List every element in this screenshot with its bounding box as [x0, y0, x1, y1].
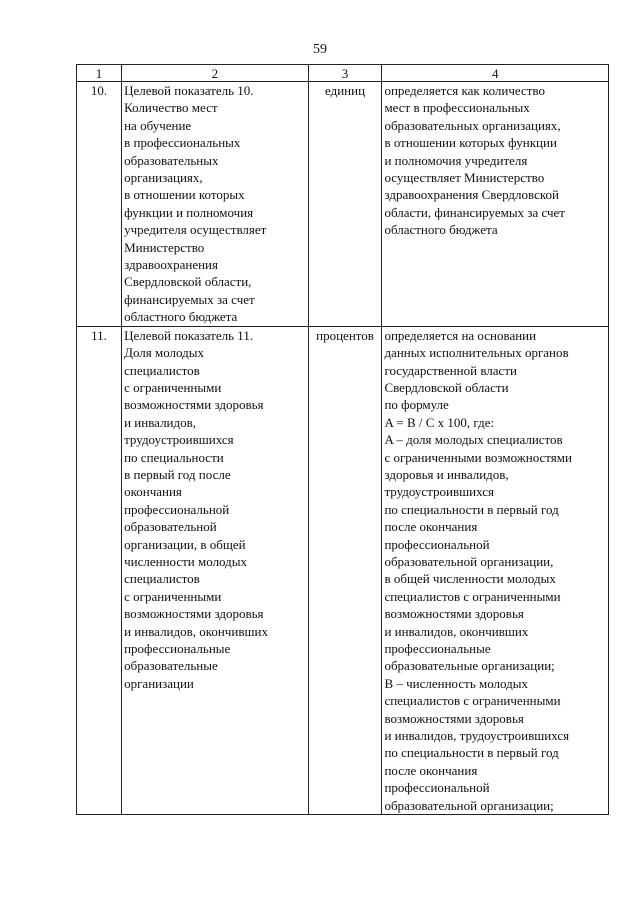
- row-number: 11.: [77, 326, 122, 814]
- method-line: после окончания: [384, 519, 478, 535]
- method-line: по специальности в первый год: [384, 745, 559, 761]
- header-row: [77, 65, 609, 82]
- indicator-line: с ограниченными: [124, 379, 222, 395]
- method-line: определяется на основании: [384, 327, 537, 343]
- method-line: и инвалидов, окончивших: [384, 623, 529, 639]
- method-line: государственной власти: [384, 362, 517, 378]
- indicator-line: учредителя осуществляет: [124, 222, 267, 238]
- header-col-1: 1: [77, 65, 122, 82]
- method-line: здравоохранения Свердловской: [384, 187, 559, 203]
- method-line: трудоустроившихся: [384, 484, 494, 500]
- method-line: данных исполнительных органов: [384, 345, 569, 361]
- header-col-4: 4: [382, 65, 609, 82]
- method-line: B – численность молодых: [384, 675, 529, 691]
- method-line: Свердловской области: [384, 379, 509, 395]
- indicator-line: окончания: [124, 484, 182, 500]
- indicator-cell: [122, 82, 309, 327]
- method-line: A – доля молодых специалистов: [384, 432, 563, 448]
- indicator-line: возможностями здоровья: [124, 397, 264, 413]
- method-line: с ограниченными возможностями: [384, 449, 572, 465]
- indicator-line: на обучение: [124, 117, 192, 133]
- header-col-3: 3: [308, 65, 382, 82]
- table-row: [77, 82, 609, 327]
- indicator-line: трудоустроившихся: [124, 432, 234, 448]
- method-line: A = B / C x 100, где:: [384, 414, 495, 430]
- method-line: профессиональной: [384, 780, 490, 796]
- method-line: области, финансируемых за счет: [384, 204, 565, 220]
- indicator-line: образовательных: [124, 152, 219, 168]
- indicators-table: [76, 64, 609, 815]
- indicator-line: по специальности: [124, 449, 224, 465]
- indicator-line: возможностями здоровья: [124, 606, 264, 622]
- indicator-line: Количество мест: [124, 100, 218, 116]
- indicator-line: функции и полномочия: [124, 204, 254, 220]
- indicator-line: профессиональные: [124, 641, 231, 656]
- method-line: возможностями здоровья: [384, 606, 524, 622]
- indicator-line: специалистов: [124, 571, 200, 587]
- method-cell: [382, 82, 609, 327]
- indicator-line: организации: [124, 675, 194, 691]
- indicator-line: образовательные: [124, 658, 218, 674]
- indicator-line: с ограниченными: [124, 588, 222, 604]
- method-line: осуществляет Министерство: [384, 170, 545, 186]
- indicator-line: образовательной: [124, 519, 217, 535]
- indicator-line: в первый год после: [124, 466, 231, 482]
- indicator-line: Целевой показатель 10.: [124, 83, 254, 98]
- method-line: образовательной организации,: [384, 553, 554, 569]
- page-number: 59: [313, 42, 327, 57]
- method-line: после окончания: [384, 762, 478, 778]
- method-line: возможностями здоровья: [384, 710, 524, 726]
- method-cell: [382, 326, 609, 814]
- method-line: областного бюджета: [384, 222, 498, 238]
- method-line: и полномочия учредителя: [384, 152, 528, 168]
- indicator-line: организациях,: [124, 170, 203, 186]
- method-line: образовательные организации;: [384, 658, 555, 674]
- indicator-line: в профессиональных: [124, 135, 241, 151]
- indicator-line: Целевой показатель 11.: [124, 327, 254, 343]
- indicator-line: организации, в общей: [124, 536, 246, 552]
- indicator-line: и инвалидов, окончивших: [124, 623, 268, 639]
- method-line: по специальности в первый год: [384, 501, 559, 517]
- row-number: 10.: [77, 82, 122, 327]
- method-line: в общей численности молодых: [384, 571, 556, 587]
- indicator-line: в отношении которых: [124, 187, 245, 203]
- method-line: мест в профессиональных: [384, 100, 530, 116]
- method-line: образовательной организации;: [384, 797, 554, 813]
- method-line: специалистов с ограниченными: [384, 693, 561, 709]
- indicator-line: специалистов: [124, 362, 200, 378]
- header-col-2: 2: [122, 65, 309, 82]
- method-line: образовательных организациях,: [384, 117, 561, 133]
- unit-cell: процентов: [308, 326, 382, 814]
- method-line: здоровья и инвалидов,: [384, 466, 509, 482]
- table-row: [77, 326, 609, 814]
- method-line: профессиональные: [384, 641, 491, 656]
- indicator-line: и инвалидов,: [124, 414, 197, 430]
- method-line: профессиональной: [384, 536, 490, 552]
- method-line: и инвалидов, трудоустроившихся: [384, 728, 570, 744]
- unit-cell: единиц: [308, 82, 382, 327]
- indicator-line: Министерство: [124, 239, 205, 255]
- indicator-line: областного бюджета: [124, 309, 238, 325]
- method-line: определяется как количество: [384, 83, 545, 98]
- indicator-line: численности молодых: [124, 553, 248, 569]
- indicator-cell: [122, 326, 309, 814]
- method-line: специалистов с ограниченными: [384, 588, 561, 604]
- indicator-line: здравоохранения: [124, 257, 218, 273]
- method-line: по формуле: [384, 397, 449, 413]
- method-line: в отношении которых функции: [384, 135, 557, 151]
- indicator-line: Свердловской области,: [124, 274, 252, 290]
- indicator-line: профессиональной: [124, 501, 230, 517]
- indicator-line: Доля молодых: [124, 345, 205, 361]
- indicator-line: финансируемых за счет: [124, 291, 255, 307]
